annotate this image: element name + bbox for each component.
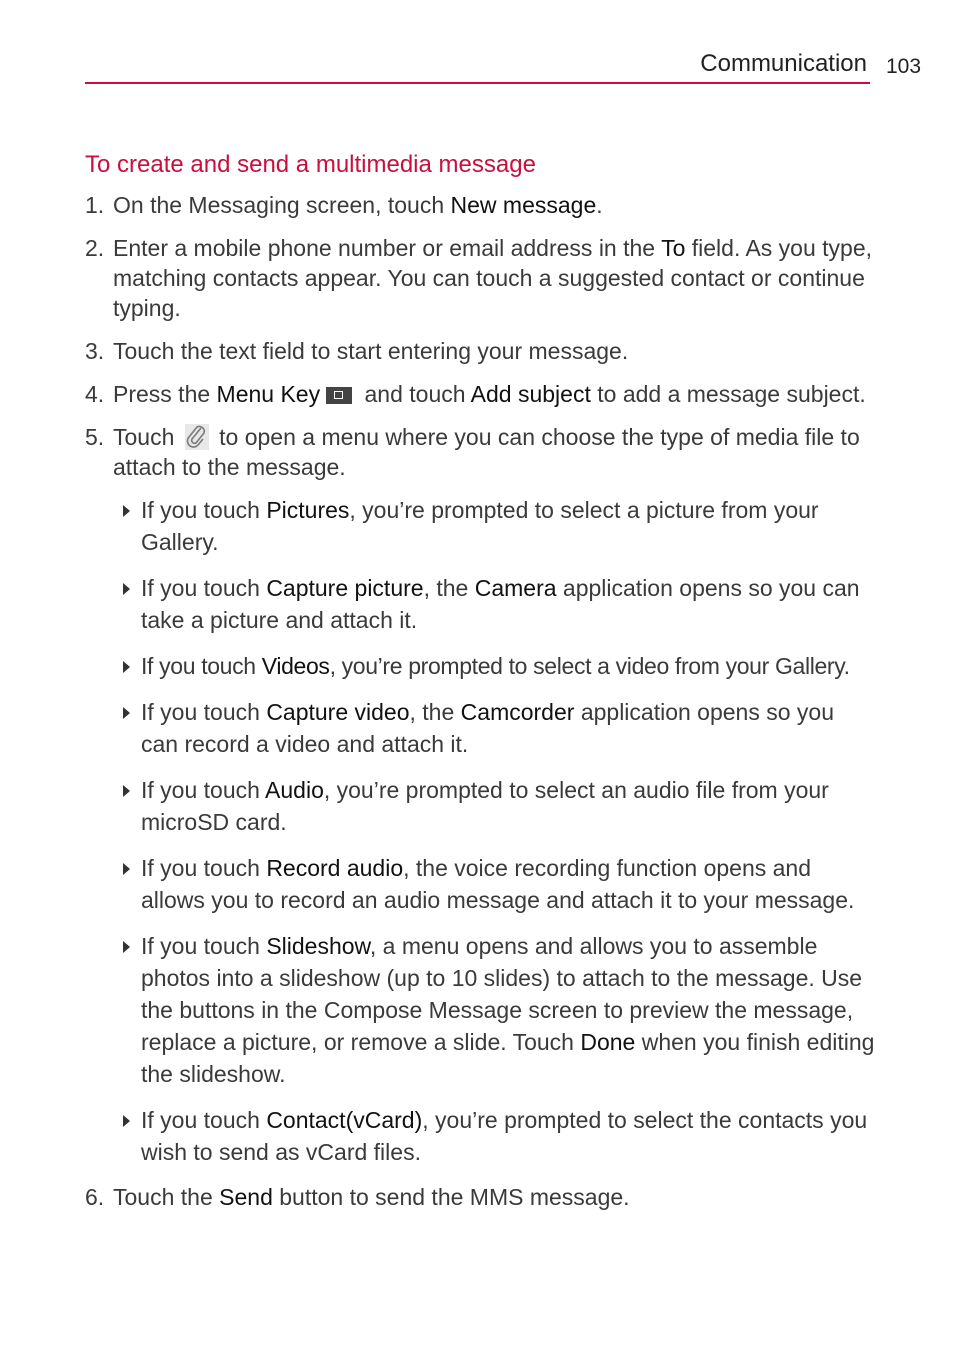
section-title: Communication (700, 50, 867, 77)
steps-list (85, 190, 875, 1225)
step-text: to add a message subject. (590, 381, 866, 407)
step-text: field. As you type, matching contacts appear. You can touch a suggested contact or continue typing. (113, 235, 873, 321)
bullet-arrow-icon (123, 707, 130, 719)
bullet-arrow-icon (123, 505, 130, 517)
step-number: 6. (85, 1184, 105, 1210)
bullet-slideshow (113, 930, 875, 1090)
bullet-text: , the (423, 575, 475, 601)
media-options-list (113, 494, 875, 1168)
bullet-arrow-icon (123, 941, 130, 953)
page-header (85, 48, 870, 84)
bullet-arrow-icon (123, 661, 130, 673)
ui-term: Add subject (470, 381, 591, 407)
step-text: Enter a mobile phone number or email address in the (113, 235, 662, 261)
bullet-text: when you finish editing the slideshow. (141, 1029, 875, 1087)
ui-term: Slideshow (266, 933, 370, 959)
bullet-text: If you touch (141, 777, 266, 803)
bullet-text: If you touch (141, 699, 267, 725)
step-text: On the Messaging screen, touch (113, 192, 451, 218)
step-6 (85, 1182, 875, 1212)
ui-term: Audio (265, 777, 324, 803)
step-number: 1. (85, 192, 105, 218)
step-text: Touch the (113, 1184, 220, 1210)
bullet-text: If you touch (141, 575, 267, 601)
bullet-capture-video (113, 696, 875, 760)
step-text: button to send the MMS message. (272, 1184, 630, 1210)
ui-term: To (661, 235, 686, 261)
ui-term: Camera (474, 575, 557, 601)
bullet-text: If you touch (141, 933, 267, 959)
bullet-text: , you’re prompted to select a video from your Gallery. (329, 653, 850, 679)
page-number: 103 (886, 55, 922, 78)
step-text: and touch (358, 381, 471, 407)
step-number: 3. (85, 338, 105, 364)
bullet-text: application opens so you can take a picture and attach it. (141, 575, 860, 633)
bullet-text: , you’re prompted to select an audio file from your microSD card. (141, 777, 829, 835)
step-text: Touch (113, 424, 181, 450)
ui-term: Send (219, 1184, 273, 1210)
step-2 (85, 233, 875, 323)
bullet-text: , the voice recording function opens and allows you to record an audio message and attach it to your message. (141, 855, 855, 913)
menu-key-icon (326, 387, 352, 404)
bullet-text: , you’re prompted to select the contacts you wish to send as vCard files. (141, 1107, 868, 1165)
bullet-text: If you touch (141, 1107, 267, 1133)
step-text: Touch the text field to start entering your message. (113, 338, 629, 364)
step-number: 5. (85, 424, 105, 450)
bullet-text: , you’re prompted to select a picture from your Gallery. (141, 497, 819, 555)
ui-term: New message (450, 192, 597, 218)
step-3 (85, 336, 875, 366)
bullet-arrow-icon (123, 785, 130, 797)
bullet-text: application opens so you can record a video and attach it. (141, 699, 835, 757)
bullet-contact-vcard (113, 1104, 875, 1168)
ui-term: Pictures (266, 497, 350, 523)
bullet-videos (113, 650, 875, 682)
step-text: . (596, 192, 603, 218)
step-text: Press the (113, 381, 217, 407)
bullet-text: If you touch (141, 497, 267, 523)
ui-term: Camcorder (460, 699, 575, 725)
step-number: 2. (85, 235, 105, 261)
ui-term: Capture video (266, 699, 410, 725)
bullet-record-audio (113, 852, 875, 916)
ui-term: Record audio (266, 855, 404, 881)
bullet-capture-picture (113, 572, 875, 636)
step-1 (85, 190, 875, 220)
bullet-text: If you touch (141, 855, 267, 881)
bullet-arrow-icon (123, 1115, 130, 1127)
bullet-audio (113, 774, 875, 838)
bullet-text: , the (409, 699, 461, 725)
section-heading: To create and send a multimedia message (85, 151, 536, 178)
bullet-arrow-icon (123, 583, 130, 595)
bullet-arrow-icon (123, 863, 130, 875)
step-text: to open a menu where you can choose the type of media file to attach to the message. (113, 424, 860, 480)
ui-term: Menu Key (216, 381, 321, 407)
step-number: 4. (85, 381, 105, 407)
step-4 (85, 379, 875, 409)
ui-term: Done (580, 1029, 636, 1055)
ui-term: Contact(vCard) (266, 1107, 423, 1133)
bullet-text: If you touch (141, 653, 262, 679)
bullet-pictures (113, 494, 875, 558)
ui-term: Capture picture (266, 575, 424, 601)
paperclip-icon (185, 424, 209, 450)
bullet-text: , a menu opens and allows you to assemble photos into a slideshow (up to 10 slides) to attach to the message. Use the buttons in the Compose Message screen to preview the message, replace a picture, or remove a slide. Touch (141, 933, 863, 1055)
step-5 (85, 422, 875, 1168)
ui-term: Videos (261, 653, 330, 679)
